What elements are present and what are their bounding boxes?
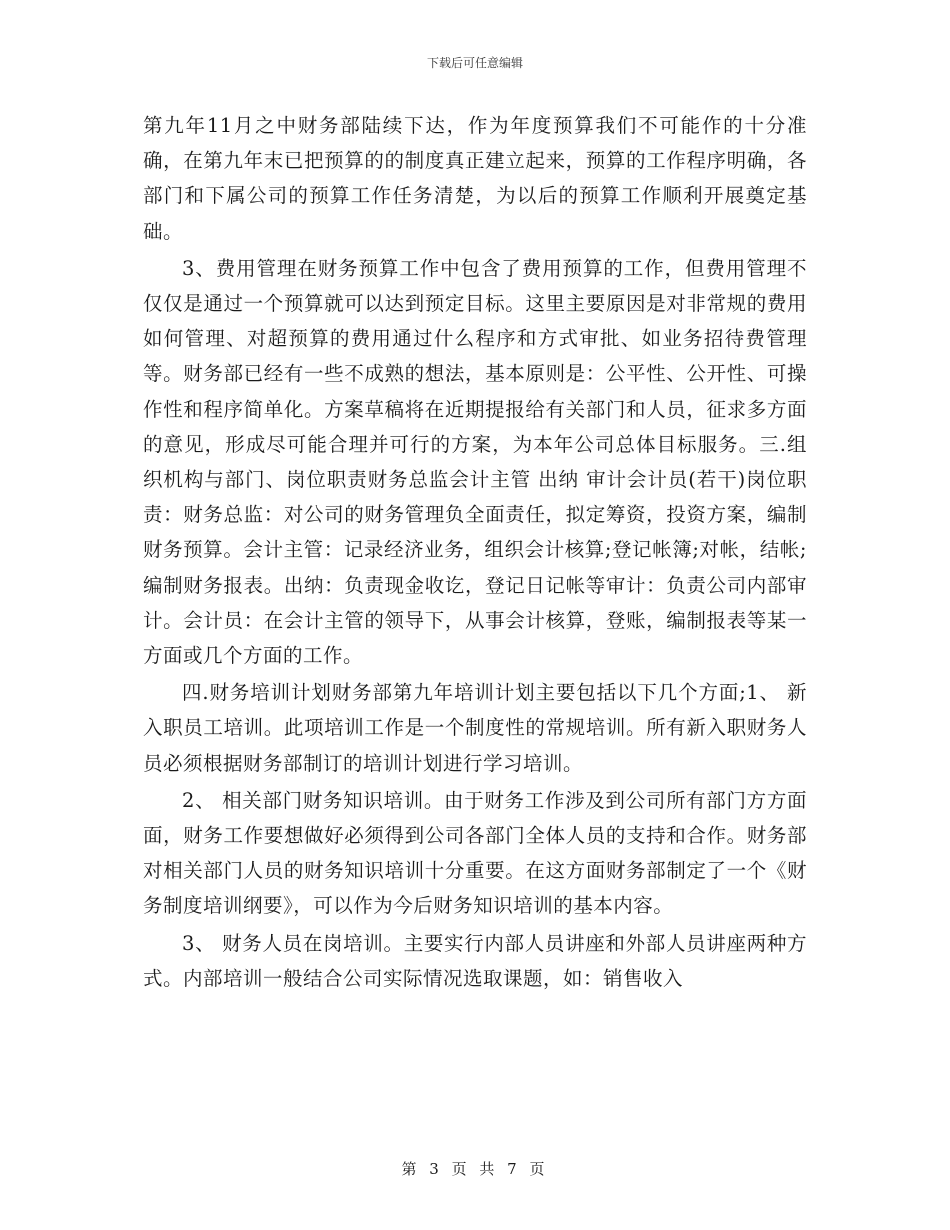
page-header: 下载后可任意编辑 bbox=[426, 56, 523, 70]
paragraph-budget-continuation: 第九年11月之中财务部陆续下达，作为年度预算我们不可能作的十分准确，在第九年末已把预算的的制度真正建立起来，预算的工作程序明确，各部门和下属公司的预算工作任务清楚，为以后的预算工作顺利开展奠定基础。 bbox=[143, 114, 807, 243]
paragraph-onjob-training: 3、 财务人员在岗培训。主要实行内部人员讲座和外部人员讲座两种方式。内部培训一般结合公司实际情况选取课题，如：销售收入 bbox=[143, 931, 807, 990]
document-body bbox=[143, 108, 807, 996]
page-footer: 第 3 页 共 7 页 bbox=[401, 1160, 549, 1178]
paragraph-training-plan: 四.财务培训计划财务部第九年培训计划主要包括以下几个方面;1、 新入职员工培训。此项培训工作是一个制度性的常规培训。所有新入职财务人员必须根据财务部制订的培训计划进行学习培训。 bbox=[143, 681, 807, 775]
paragraph-expense-management: 3、费用管理在财务预算工作中包含了费用预算的工作，但费用管理不仅仅是通过一个预算就可以达到预定目标。这里主要原因是对非常规的费用如何管理、对超预算的费用通过什么程序和方式审批、如业务招待费管理等。财务部已经有一些不成熟的想法，基本原则是：公平性、公开性、可操作性和程序简单化。方案草稿将在近期提报给有关部门和人员，征求多方面的意见，形成尽可能合理并可行的方案，为本年公司总体目标服务。三.组织机构与部门、岗位职责财务总监会计主管 出纳 审计会计员(若干)岗位职责：财务总监：对公司的财务管理负全面责任，拟定筹资，投资方案，编制财务预算。会计主管：记录经济业务，组织会计核算;登记帐簿;对帐，结帐;编制财务报表。出纳：负责现金收讫，登记日记帐等审计：负责公司内部审计。会计员：在会计主管的领导下，从事会计核算，登账，编制报表等某一方面或几个方面的工作。 bbox=[143, 256, 807, 668]
paragraph-department-training: 2、 相关部门财务知识培训。由于财务工作涉及到公司所有部门方方面面，财务工作要想做好必须得到公司各部门全体人员的支持和合作。财务部对相关部门人员的财务知识培训十分重要。在这方面财务部制定了一个《财务制度培训纲要》，可以作为今后财务知识培训的基本内容。 bbox=[143, 788, 807, 918]
